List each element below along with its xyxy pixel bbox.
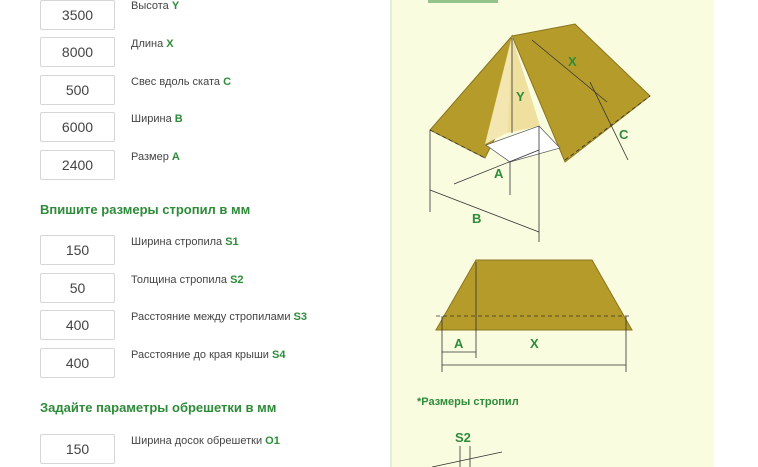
lathing-section-title: Задайте параметры обрешетки в мм (40, 400, 277, 415)
overhang-input[interactable] (40, 75, 115, 105)
b-dimension-line (430, 190, 539, 232)
label-x: X (568, 54, 577, 69)
label-a-top: A (454, 336, 464, 351)
width-input[interactable] (40, 112, 115, 142)
size-a-label: Размер A (131, 151, 180, 163)
overhang-label: Свес вдоль ската C (131, 76, 232, 88)
diagram-panel (392, 0, 714, 467)
size-a-input[interactable] (40, 150, 115, 180)
roof-top-view (436, 260, 632, 330)
edge-distance-input[interactable] (40, 348, 115, 378)
label-c: C (619, 127, 629, 142)
label-x-top: X (530, 336, 539, 351)
length-input[interactable] (40, 37, 115, 67)
rafter-spacing-input[interactable] (40, 310, 115, 340)
height-label: Высота Y (131, 0, 180, 12)
rafter-slope-line (432, 452, 502, 467)
length-label: Длина X (131, 38, 174, 50)
rafter-spacing-label: Расстояние между стропилами S3 (131, 311, 308, 323)
label-y: Y (516, 89, 525, 104)
rafter-dimensions-caption: *Размеры стропил (417, 396, 519, 408)
rafters-section-title: Впишите размеры стропил в мм (40, 202, 251, 217)
rafter-thickness-label: Толщина стропила S2 (131, 274, 244, 286)
label-a: A (494, 166, 504, 181)
label-b: B (472, 211, 482, 226)
rafter-width-input[interactable] (40, 235, 115, 265)
label-s2: S2 (455, 430, 471, 445)
lathing-width-label: Ширина досок обрешетки O1 (131, 435, 280, 447)
heading-remnant (428, 0, 498, 3)
lathing-width-input[interactable] (40, 434, 115, 464)
edge-distance-label: Расстояние до края крыши S4 (131, 349, 286, 361)
width-label: Ширина B (131, 113, 183, 125)
rafter-width-label: Ширина стропила S1 (131, 236, 239, 248)
rafter-thickness-input[interactable] (40, 273, 115, 303)
height-input[interactable] (40, 0, 115, 30)
